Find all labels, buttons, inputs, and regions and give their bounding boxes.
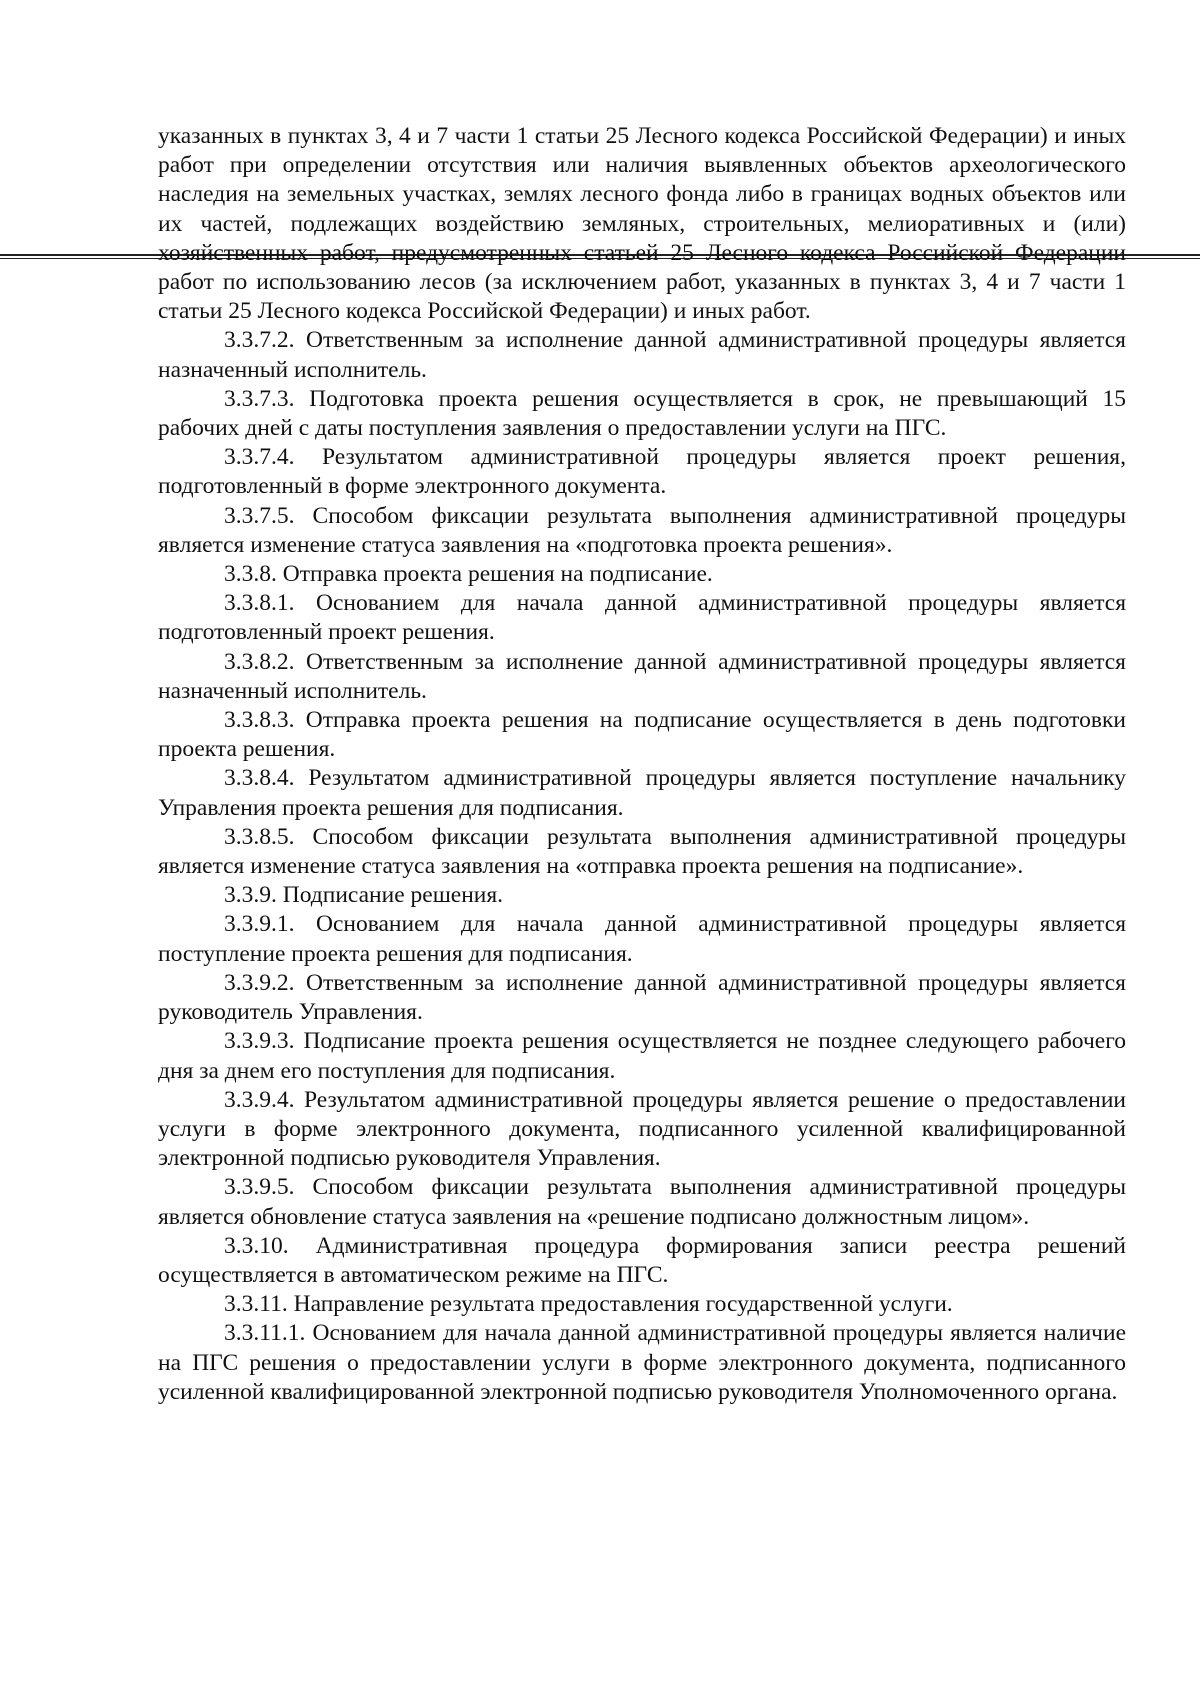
paragraph-3-3-9-2: 3.3.9.2. Ответственным за исполнение данной административной процедуры является руководитель Управления. (158, 969, 1126, 1026)
paragraph-3-3-10: 3.3.10. Административная процедура формирования записи реестра решений осуществляется в автоматическом режиме на ПГС. (158, 1232, 1126, 1288)
paragraph-3-3-9-5: 3.3.9.5. Способом фиксации результата выполнения административной процедуры является обновление статуса заявления на «решение подписано должностным лицом». (158, 1174, 1126, 1230)
paragraph-3-3-9-4: 3.3.9.4. Результатом административной процедуры является решение о предоставлении услуги в форме электронного документа, подписанного усиленной квалифицированной электронной подписью руководителя Управления. (158, 1086, 1126, 1172)
paragraph-3-3-7-4: 3.3.7.4. Результатом административной процедуры является проект решения, подготовленный в форме электронного документа. (158, 444, 1126, 500)
paragraph-3-3-7-3: 3.3.7.3. Подготовка проекта решения осуществляется в срок, не превышающий 15 рабочих дней с даты поступления заявления о предоставлении услуги на ПГС. (158, 385, 1126, 442)
paragraph-3-3-9-1: 3.3.9.1. Основанием для начала данной административной процедуры является поступление проекта решения для подписания. (158, 911, 1126, 967)
paragraph-3-3-8-1: 3.3.8.1. Основанием для начала данной административной процедуры является подготовленный проект решения. (158, 590, 1126, 646)
paragraph-3-3-11: 3.3.11. Направление результата предоставления государственной услуги. (224, 1291, 953, 1318)
paragraph-3-3-8-2: 3.3.8.2. Ответственным за исполнение данной административной процедуры является назначенный исполнитель. (158, 648, 1126, 704)
paragraph-3-3-7-2: 3.3.7.2. Ответственным за исполнение данной административной процедуры является назначенный исполнитель. (158, 327, 1126, 383)
paragraph-3-3-7-5: 3.3.7.5. Способом фиксации результата выполнения административной процедуры является изменение статуса заявления на «подготовка проекта решения». (158, 502, 1126, 558)
paragraph-3-3-9: 3.3.9. Подписание решения. (224, 882, 504, 909)
paragraph-3-3-8-5: 3.3.8.5. Способом фиксации результата выполнения административной процедуры является изменение статуса заявления на «отправка проекта решения на подписание». (158, 823, 1126, 880)
document-body (158, 122, 1126, 1407)
paragraph-3-3-8-4: 3.3.8.4. Результатом административной процедуры является поступление начальнику Управления проекта решения для подписания. (158, 765, 1126, 821)
paragraph-3-3-8-3: 3.3.8.3. Отправка проекта решения на подписание осуществляется в день подготовки проекта решения. (158, 707, 1126, 763)
paragraph-continuation: указанных в пунктах 3, 4 и 7 части 1 статьи 25 Лесного кодекса Российской Федерации) и иных работ при определении отсутствия или наличия выявленных объектов археологического наследия на земельных участках, землях лесного фонда либо в границах водных объектов или их частей, подлежащих воздействию земляных, строительных, мелиоративных и (или) хозяйственных работ, предусмотренных статьей 25 Лесного кодекса Российской Федерации работ по использованию лесов (за исключением работ, указанных в пунктах 3, 4 и 7 части 1 статьи 25 Лесного кодекса Российской Федерации) и иных работ. (158, 123, 1126, 325)
paragraph-3-3-9-3: 3.3.9.3. Подписание проекта решения осуществляется не позднее следующего рабочего дня за днем его поступления для подписания. (158, 1028, 1126, 1084)
paragraph-3-3-11-1: 3.3.11.1. Основанием для начала данной административной процедуры является наличие на ПГС решения о предоставлении услуги в форме электронного документа, подписанного усиленной квалифицированной электронной подписью руководителя Уполномоченного органа. (158, 1320, 1126, 1405)
paragraph-3-3-8: 3.3.8. Отправка проекта решения на подписание. (224, 561, 713, 588)
